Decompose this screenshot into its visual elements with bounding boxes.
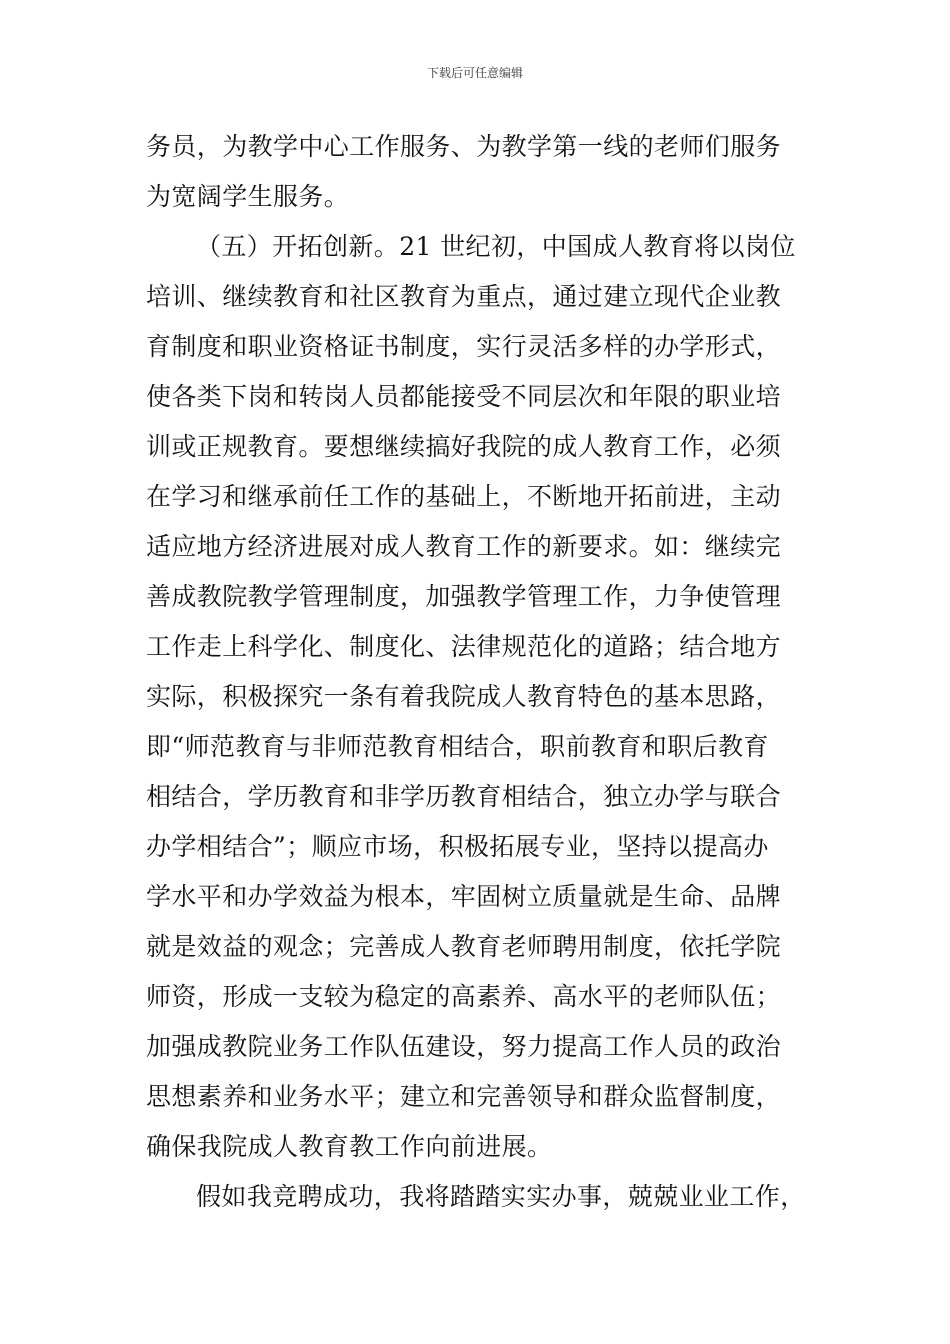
body-text-line: 实际，积极探究一条有着我院成人教育特色的基本思路， — [146, 682, 782, 711]
paragraph-start-line: 假如我竞聘成功，我将踏踏实实办事，兢兢业业工作， — [196, 1182, 806, 1211]
body-text-line: 思想素养和业务水平；建立和完善领导和群众监督制度， — [146, 1082, 782, 1111]
body-text-line: 确保我院成人教育教工作向前进展。 — [146, 1132, 553, 1161]
body-text-line: 使各类下岗和转岗人员都能接受不同层次和年限的职业培 — [146, 382, 782, 411]
body-text-line: 为宽阔学生服务。 — [146, 182, 350, 211]
body-text-line: 工作走上科学化、制度化、法律规范化的道路；结合地方 — [146, 632, 782, 661]
paragraph-start-line: （五）开拓创新。21 世纪初，中国成人教育将以岗位 — [196, 232, 796, 261]
body-text-line: 即“师范教育与非师范教育相结合，职前教育和职后教育 — [146, 732, 769, 761]
body-text-line: 办学相结合”；顺应市场，积极拓展专业，坚持以提高办 — [146, 832, 769, 861]
body-text-line: 相结合，学历教育和非学历教育相结合，独立办学与联合 — [146, 782, 782, 811]
body-text-line: 善成教院教学管理制度，加强教学管理工作，力争使管理 — [146, 582, 782, 611]
body-text-line: 培训、继续教育和社区教育为重点，通过建立现代企业教 — [146, 282, 782, 311]
body-text-line: 学水平和办学效益为根本，牢固树立质量就是生命、品牌 — [146, 882, 782, 911]
body-text-line: 就是效益的观念；完善成人教育老师聘用制度，依托学院 — [146, 932, 782, 961]
body-text-line: 适应地方经济进展对成人教育工作的新要求。如：继续完 — [146, 532, 782, 561]
body-text-line: 师资，形成一支较为稳定的高素养、高水平的老师队伍； — [146, 982, 782, 1011]
body-text-line: 加强成教院业务工作队伍建设，努力提高工作人员的政治 — [146, 1032, 782, 1061]
body-text-line: 在学习和继承前任工作的基础上，不断地开拓前进，主动 — [146, 482, 782, 511]
page-header: 下载后可任意编辑 — [426, 66, 523, 80]
body-text-line: 训或正规教育。要想继续搞好我院的成人教育工作，必须 — [146, 432, 782, 461]
body-text-line: 务员，为教学中心工作服务、为教学第一线的老师们服务 — [146, 132, 782, 161]
body-text-line: 育制度和职业资格证书制度，实行灵活多样的办学形式， — [146, 332, 782, 361]
